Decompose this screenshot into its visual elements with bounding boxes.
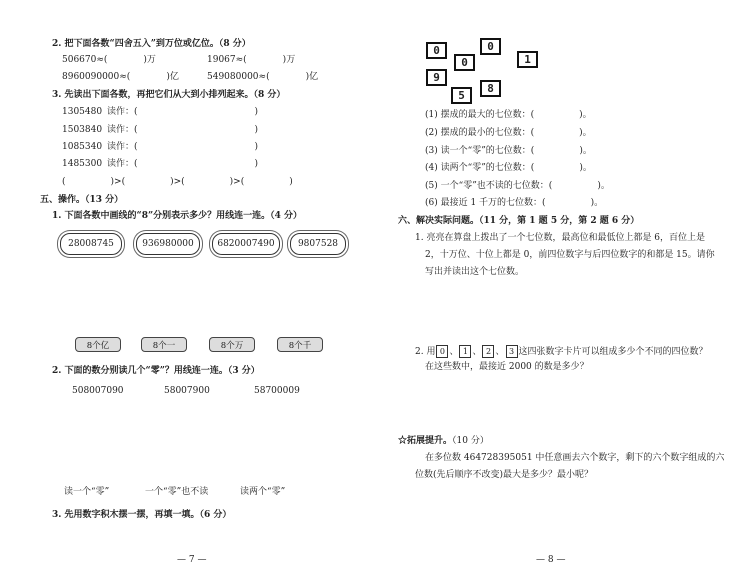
unit-label: 8个一 (141, 337, 187, 352)
q3-num: 1305480 (62, 107, 103, 117)
page-number: — 7 — (177, 555, 207, 565)
problem2-line: 2. 用 0 、 1 、 2 、 3 这四张数字卡片可以组成多少个不同的四位数？ (415, 347, 708, 357)
q3-num: 1085340 (62, 142, 103, 152)
unit-label: 8个千 (277, 337, 323, 352)
problem2-line2: 在这些数中，最接近 2000 的数是多少？ (425, 362, 589, 372)
digit-block: 5 (451, 87, 472, 104)
problem1-line: 2，十万位、十位上都是 0，前四位数字与后四位数字的和都是 15。请你 (425, 250, 715, 260)
number-cloud: 6820007490 (212, 233, 280, 255)
q2-item: 8960090000≈( )亿 (62, 72, 179, 82)
op1-title: 1. 下面各数中画线的“8”分别表示多少？用线连一连。（4 分） (52, 211, 303, 221)
problem2-post: 这四张数字卡片可以组成多少个不同的四位数？ (518, 347, 708, 357)
number-cloud: 9807528 (290, 233, 346, 255)
q2-item: 549080000≈( )亿 (207, 72, 319, 82)
extension-title (398, 437, 489, 446)
digit-block: 8 (480, 80, 501, 97)
q3-read: 读作：( ) (107, 159, 259, 169)
q3-read: 读作：( ) (107, 125, 259, 135)
q3-read: 读作：( ) (107, 142, 259, 152)
fill-item: (2) 摆成的最小的七位数：( )。 (425, 128, 592, 138)
q2-title: 2. 把下面各数“四舍五入”到万位或亿位。（8 分） (52, 39, 251, 49)
unit-label: 8个万 (209, 337, 255, 352)
extension-heading: ☆拓展提升。 (398, 436, 453, 446)
section-5-title: 五、操作。（13 分） (40, 195, 124, 205)
digit-block: 0 (480, 38, 501, 55)
extension-line: 位数(先后顺序不改变)最大是多少？最小呢？ (415, 470, 594, 480)
q2-item: 19067≈( )万 (207, 55, 296, 65)
fill-item: (4) 读两个“零”的七位数：( )。 (425, 163, 592, 173)
fill-item: (5) 一个“零”也不读的七位数：( )。 (425, 181, 610, 191)
zero-option: 一个“零”也不读 (145, 487, 209, 497)
digit-card: 0 (436, 345, 448, 358)
digit-card: 1 (459, 345, 471, 358)
digit-block: 0 (454, 54, 475, 71)
zero-option: 读一个“零” (64, 487, 110, 497)
fill-item: (6) 最接近 1 千万的七位数：( )。 (425, 198, 604, 208)
unit-label: 8个亿 (75, 337, 121, 352)
q2-item: 506670≈( )万 (62, 55, 156, 65)
number-cloud: 936980000 (136, 233, 200, 255)
q3-num: 1503840 (62, 125, 103, 135)
zero-option: 读两个“零” (240, 487, 286, 497)
problem1-line: 写出并读出这个七位数。 (425, 267, 525, 277)
digit-card: 3 (506, 345, 518, 358)
digit-card: 2 (482, 345, 494, 358)
op2-title: 2. 下面的数分别读几个“零”？用线连一连。（3 分） (52, 366, 260, 376)
zero-number: 58007900 (164, 386, 210, 396)
digit-block: 0 (426, 42, 447, 59)
fill-item: (3) 读一个“零”的七位数：( )。 (425, 146, 592, 156)
page-number: — 8 — (536, 555, 566, 565)
number-cloud: 28008745 (60, 233, 122, 255)
q3-num: 1485300 (62, 159, 103, 169)
problem2-pre: 2. 用 (415, 347, 436, 357)
fill-item: (1) 摆成的最大的七位数：( )。 (425, 110, 592, 120)
zero-number: 508007090 (72, 386, 124, 396)
digit-block: 9 (426, 69, 447, 86)
extension-line: 在多位数 464728395051 中任意画去六个数字，剩下的六个数字组成的六 (425, 453, 725, 463)
q3-title: 3. 先读出下面各数，再把它们从大到小排列起来。（8 分） (52, 90, 286, 100)
problem1-line: 1. 亮亮在算盘上拨出了一个七位数，最高位和最低位上都是 6，百位上是 (415, 233, 706, 243)
digit-block: 1 (517, 51, 538, 68)
zero-number: 58700009 (254, 386, 300, 396)
q3-order: ( )>( )>( )>( ) (62, 177, 293, 187)
op3-title: 3. 先用数字积木摆一摆，再填一填。（6 分） (52, 510, 232, 520)
q3-read: 读作：( ) (107, 107, 259, 117)
section-6-title: 六、解决实际问题。（11 分，第 1 题 5 分，第 2 题 6 分） (398, 216, 640, 226)
extension-score: （10 分） (452, 436, 489, 446)
